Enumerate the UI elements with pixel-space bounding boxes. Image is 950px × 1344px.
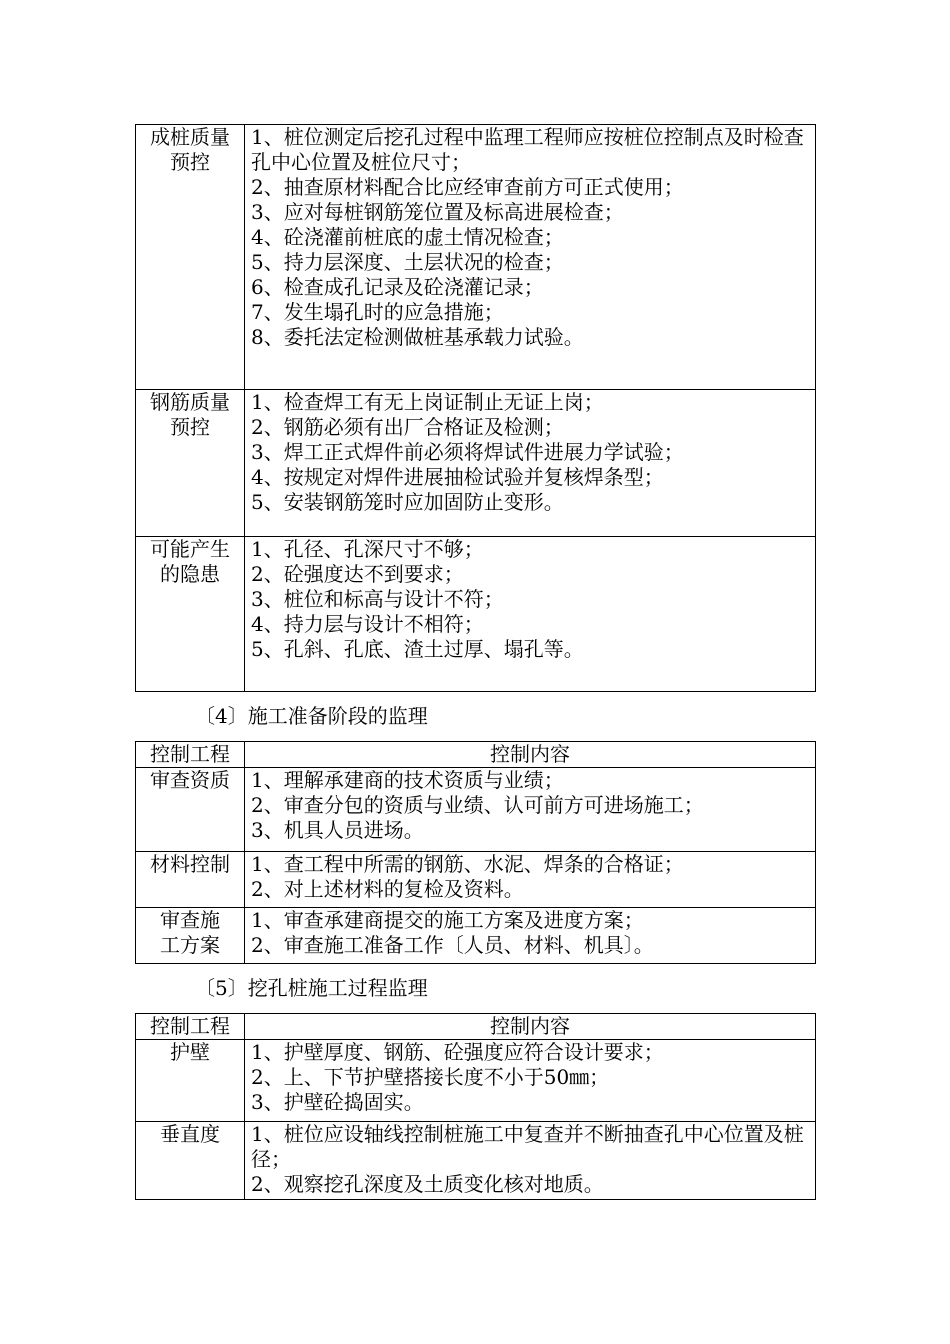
row-content — [245, 1040, 816, 1122]
column-header: 控制工程 — [136, 1014, 245, 1040]
list-item: 6、检查成孔记录及砼浇灌记录； — [251, 275, 544, 299]
list-item: 2、审查施工准备工作〔人员、材料、机具〕。 — [251, 933, 654, 957]
row-label: 垂直度 — [136, 1122, 245, 1200]
section-heading: 〔5〕挖孔桩施工过程监理 — [195, 976, 428, 1000]
row-label: 钢筋质量预控 — [136, 390, 245, 537]
row-content — [245, 1122, 816, 1200]
list-item: 1、查工程中所需的钢筋、水泥、焊条的合格证； — [251, 852, 684, 876]
table-header-row — [136, 1014, 816, 1040]
row-label: 成桩质量预控 — [136, 125, 245, 390]
list-item: 4、砼浇灌前桩底的虚土情况检查； — [251, 225, 564, 249]
list-item: 2、观察挖孔深度及土质变化核对地质。 — [251, 1172, 604, 1196]
list-item: 2、审查分包的资质与业绩、认可前方可进场施工； — [251, 793, 704, 817]
list-item: 4、按规定对焊件进展抽检试验并复核焊条型； — [251, 465, 664, 489]
list-item: 8、委托法定检测做桩基承载力试验。 — [251, 325, 584, 349]
list-item: 1、孔径、孔深尺寸不够； — [251, 537, 484, 561]
list-item: 1、桩位应设轴线控制桩施工中复查并不断抽查孔中心位置及桩径； — [251, 1122, 804, 1171]
list-item: 2、抽查原材料配合比应经审查前方可正式使用； — [251, 175, 684, 199]
table-row — [136, 908, 816, 964]
table-row — [136, 537, 816, 692]
list-item: 1、检查焊工有无上岗证制止无证上岗； — [251, 390, 604, 414]
list-item: 1、理解承建商的技术资质与业绩； — [251, 768, 564, 792]
list-item: 3、应对每桩钢筋笼位置及标高进展检查； — [251, 200, 624, 224]
table-header-row — [136, 742, 816, 768]
list-item: 2、上、下节护壁搭接长度不小于50㎜； — [251, 1065, 610, 1089]
table-row — [136, 1040, 816, 1122]
column-header: 控制内容 — [245, 1014, 816, 1040]
list-item: 5、孔斜、孔底、渣土过厚、塌孔等。 — [251, 637, 584, 661]
row-label: 材料控制 — [136, 852, 245, 908]
list-item: 1、审查承建商提交的施工方案及进度方案； — [251, 908, 644, 932]
row-label: 审查资质 — [136, 768, 245, 852]
row-content — [245, 908, 816, 964]
list-item: 4、持力层与设计不相符； — [251, 612, 484, 636]
list-item: 1、护壁厚度、钢筋、砼强度应符合设计要求； — [251, 1040, 664, 1064]
row-content — [245, 125, 816, 390]
table-row — [136, 852, 816, 908]
column-header: 控制内容 — [245, 742, 816, 768]
preparation-stage-table — [135, 741, 816, 964]
list-item: 2、砼强度达不到要求； — [251, 562, 464, 586]
list-item: 3、焊工正式焊件前必须将焊试件进展力学试验； — [251, 440, 684, 464]
list-item: 3、桩位和标高与设计不符； — [251, 587, 504, 611]
table-row — [136, 768, 816, 852]
list-item: 3、机具人员进场。 — [251, 818, 424, 842]
list-item: 2、钢筋必须有出厂合格证及检测； — [251, 415, 564, 439]
list-item: 3、护壁砼捣固实。 — [251, 1090, 424, 1114]
list-item: 2、对上述材料的复检及资料。 — [251, 877, 524, 901]
column-header: 控制工程 — [136, 742, 245, 768]
list-item: 5、安装钢筋笼时应加固防止变形。 — [251, 490, 564, 514]
table-row — [136, 1122, 816, 1200]
row-content — [245, 852, 816, 908]
table-row — [136, 390, 816, 537]
row-content — [245, 390, 816, 537]
row-label: 审查施工方案 — [136, 908, 245, 964]
quality-control-table — [135, 124, 816, 692]
list-item: 5、持力层深度、土层状况的检查； — [251, 250, 564, 274]
list-item: 7、发生塌孔时的应急措施； — [251, 300, 504, 324]
construction-process-table — [135, 1013, 816, 1200]
section-heading: 〔4〕施工准备阶段的监理 — [195, 704, 428, 728]
row-content — [245, 537, 816, 692]
row-label: 可能产生的隐患 — [136, 537, 245, 692]
list-item: 1、桩位测定后挖孔过程中监理工程师应按桩位控制点及时检查孔中心位置及桩位尺寸； — [251, 125, 804, 174]
row-content — [245, 768, 816, 852]
table-row — [136, 125, 816, 390]
row-label: 护壁 — [136, 1040, 245, 1122]
